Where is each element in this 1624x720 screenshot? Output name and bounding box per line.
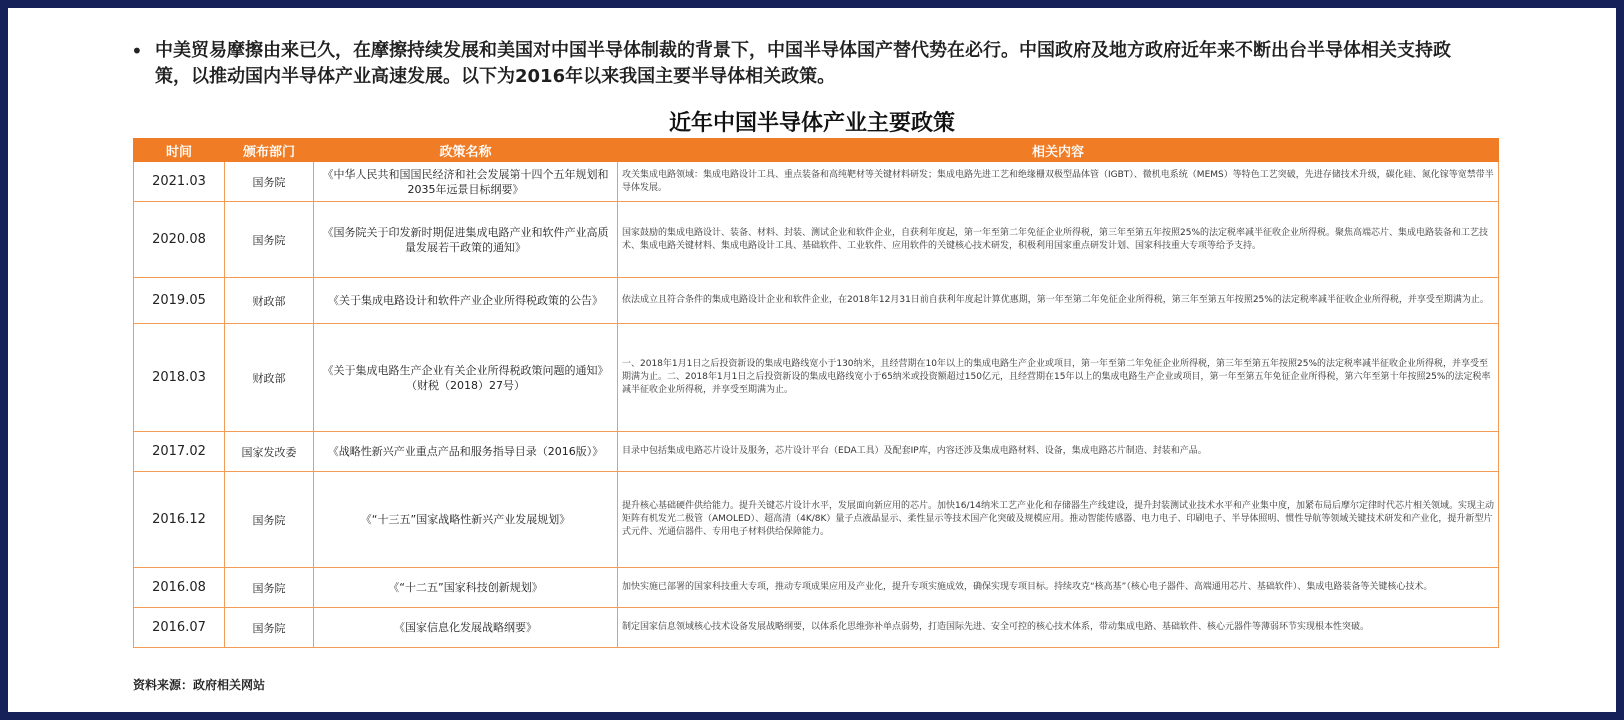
cell-content: 提升核心基础硬件供给能力。提升关键芯片设计水平，发展面向新应用的芯片。加快16/14纳米工艺产业化和存储器生产线建设，提升封装测试业技术水平和产业集中度，加紧布局后摩尔定律时代芯片相关领域。实现主动矩阵有机发光二极管（AMOLED）、超高清（4K/8K）量子点液晶显示、柔性显示等技术国产化突破及规模应用。推动智能传感器、电力电子、印刷电子、半导体照明、惯性导航等领域关键技术研发和产业化，提升新型片式元件、光通信器件、专用电子材料供给保障能力。 <box>618 472 1499 568</box>
cell-date: 2016.07 <box>134 608 225 648</box>
policy-table <box>133 138 1499 648</box>
table-row <box>134 472 1499 568</box>
cell-dept: 国务院 <box>225 162 314 202</box>
cell-policy-name: 《战略性新兴产业重点产品和服务指导目录（2016版）》 <box>314 432 618 472</box>
header-content: 相关内容 <box>618 139 1499 162</box>
cell-policy-name: 《中华人民共和国国民经济和社会发展第十四个五年规划和2035年远景目标纲要》 <box>314 162 618 202</box>
cell-date: 2016.08 <box>134 568 225 608</box>
cell-policy-name: 《国务院关于印发新时期促进集成电路产业和软件产业高质量发展若干政策的通知》 <box>314 202 618 278</box>
cell-policy-name: 《关于集成电路设计和软件产业企业所得税政策的公告》 <box>314 278 618 324</box>
cell-content: 一、2018年1月1日之后投资新设的集成电路线宽小于130纳米，且经营期在10年以上的集成电路生产企业或项目，第一年至第二年免征企业所得税，第三年至第五年按照25%的法定税率减半征收企业所得税，并享受至期满为止。二、2018年1月1日之后投资新设的集成电路线宽小于65纳米或投资额超过150亿元，且经营期在15年以上的集成电路生产企业或项目，第一年至第五年免征企业所得税，第六年至第十年按照25%的法定税率减半征收企业所得税，并享受至期满为止。 <box>618 324 1499 432</box>
cell-date: 2019.05 <box>134 278 225 324</box>
table-row <box>134 278 1499 324</box>
table-row <box>134 202 1499 278</box>
table-row <box>134 608 1499 648</box>
table-row <box>134 162 1499 202</box>
table-header-row <box>134 139 1499 162</box>
cell-dept: 财政部 <box>225 324 314 432</box>
table-row <box>134 568 1499 608</box>
cell-content: 国家鼓励的集成电路设计、装备、材料、封装、测试企业和软件企业，自获利年度起，第一年至第二年免征企业所得税，第三年至第五年按照25%的法定税率减半征收企业所得税。聚焦高端芯片、集成电路装备和工艺技术、集成电路关键材料、集成电路设计工具、基础软件、工业软件、应用软件的关键核心技术研发，积极利用国家重点研发计划、国家科技重大专项等给予支持。 <box>618 202 1499 278</box>
bullet-icon: • <box>131 39 143 63</box>
cell-dept: 国家发改委 <box>225 432 314 472</box>
cell-policy-name: 《“十二五”国家科技创新规划》 <box>314 568 618 608</box>
cell-policy-name: 《国家信息化发展战略纲要》 <box>314 608 618 648</box>
cell-dept: 国务院 <box>225 568 314 608</box>
cell-policy-name: 《关于集成电路生产企业有关企业所得税政策问题的通知》（财税（2018）27号） <box>314 324 618 432</box>
cell-date: 2017.02 <box>134 432 225 472</box>
intro-text: 中美贸易摩擦由来已久，在摩擦持续发展和美国对中国半导体制裁的背景下，中国半导体国产替代势在必行。中国政府及地方政府近年来不断出台半导体相关支持政策，以推动国内半导体产业高速发展。以下为2016年以来我国主要半导体相关政策。 <box>155 40 1451 87</box>
cell-content: 加快实施已部署的国家科技重大专项，推动专项成果应用及产业化，提升专项实施成效，确保实现专项目标。持续攻克“核高基”（核心电子器件、高端通用芯片、基础软件）、集成电路装备等关键核心技术。 <box>618 568 1499 608</box>
cell-date: 2020.08 <box>134 202 225 278</box>
table-row <box>134 324 1499 432</box>
cell-date: 2021.03 <box>134 162 225 202</box>
cell-dept: 财政部 <box>225 278 314 324</box>
slide-frame <box>8 8 1616 712</box>
cell-content: 目录中包括集成电路芯片设计及服务，芯片设计平台（EDA工具）及配套IP库，内容还涉及集成电路材料、设备，集成电路芯片制造、封装和产品。 <box>618 432 1499 472</box>
table-title: 近年中国半导体产业主要政策 <box>668 111 955 136</box>
cell-content: 攻关集成电路领域：集成电路设计工具、重点装备和高纯靶材等关键材料研发；集成电路先进工艺和绝缘栅双极型晶体管（IGBT）、微机电系统（MEMS）等特色工艺突破，先进存储技术升级，碳化硅、氮化镓等宽禁带半导体发展。 <box>618 162 1499 202</box>
header-dept: 颁布部门 <box>225 139 314 162</box>
cell-dept: 国务院 <box>225 202 314 278</box>
cell-dept: 国务院 <box>225 608 314 648</box>
header-date: 时间 <box>134 139 225 162</box>
intro-paragraph <box>131 38 1491 90</box>
cell-content: 制定国家信息领域核心技术设备发展战略纲要，以体系化思维弥补单点弱势，打造国际先进、安全可控的核心技术体系，带动集成电路、基础软件、核心元器件等薄弱环节实现根本性突破。 <box>618 608 1499 648</box>
cell-date: 2018.03 <box>134 324 225 432</box>
header-policy-name: 政策名称 <box>314 139 618 162</box>
cell-date: 2016.12 <box>134 472 225 568</box>
source-note: 资料来源：政府相关网站 <box>133 678 266 692</box>
cell-content: 依法成立且符合条件的集成电路设计企业和软件企业，在2018年12月31日前自获利年度起计算优惠期，第一年至第二年免征企业所得税，第三年至第五年按照25%的法定税率减半征收企业所得税，并享受至期满为止。 <box>618 278 1499 324</box>
cell-dept: 国务院 <box>225 472 314 568</box>
table-row <box>134 432 1499 472</box>
cell-policy-name: 《“十三五”国家战略性新兴产业发展规划》 <box>314 472 618 568</box>
